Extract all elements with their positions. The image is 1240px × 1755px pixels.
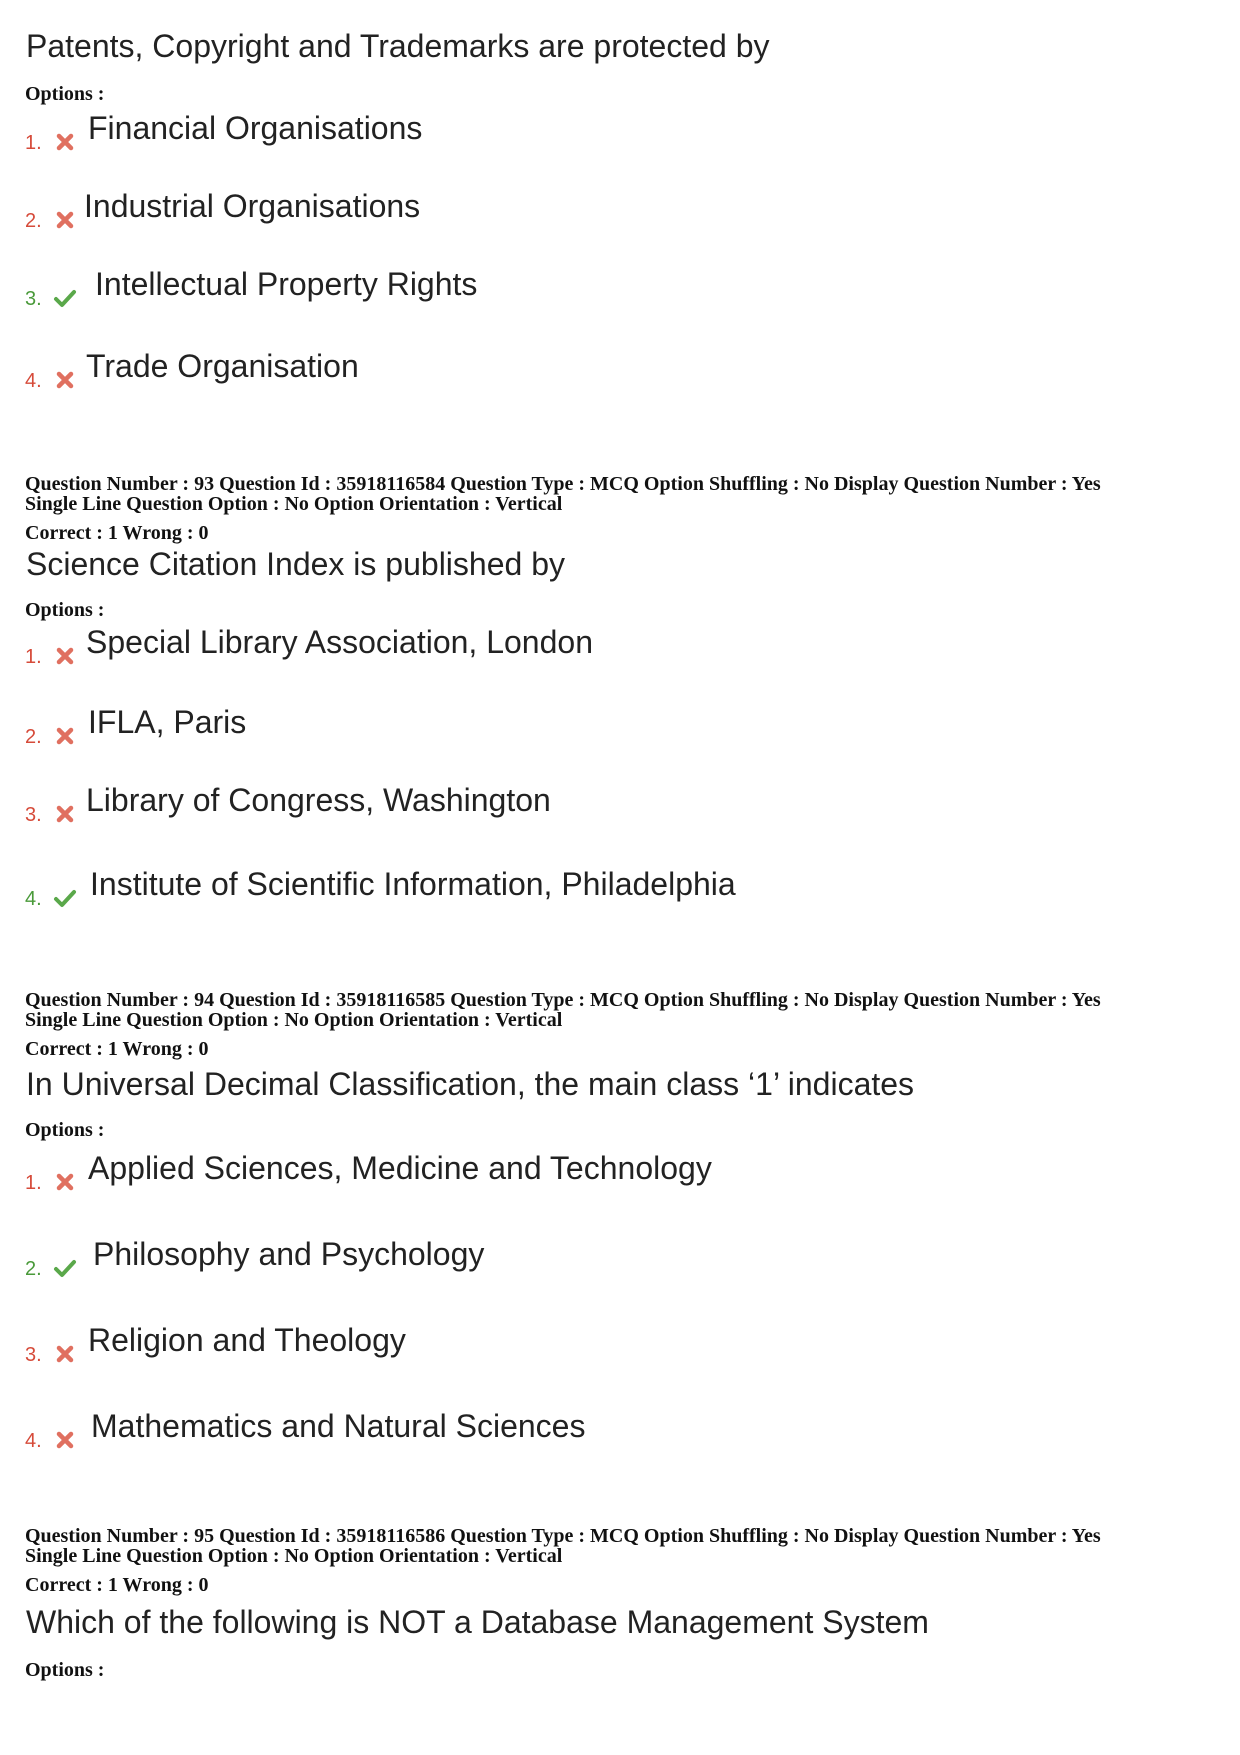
question-text: Which of the following is NOT a Database Management System (26, 1604, 929, 1640)
option-text: Applied Sciences, Medicine and Technology (88, 1150, 712, 1186)
option-item (0, 1236, 1100, 1286)
option-number: 4. (25, 1430, 42, 1452)
question-meta-line2: Single Line Question Option : No Option Orientation : Vertical (25, 493, 563, 515)
question-text: In Universal Decimal Classification, the main class ‘1’ indicates (26, 1066, 915, 1102)
option-item (0, 110, 1100, 160)
option-number: 3. (25, 288, 42, 310)
option-number: 2. (25, 1258, 42, 1280)
question-meta-line2: Single Line Question Option : No Option Orientation : Vertical (25, 1009, 563, 1031)
option-item (0, 866, 1100, 916)
option-item (0, 1322, 1100, 1372)
cross-icon (53, 1170, 77, 1194)
option-text: IFLA, Paris (88, 704, 247, 740)
question-text: Science Citation Index is published by (26, 546, 565, 582)
option-item (0, 704, 1100, 754)
option-text: Intellectual Property Rights (95, 266, 478, 302)
option-text: Industrial Organisations (84, 188, 421, 224)
option-item (0, 266, 1100, 316)
cross-icon (53, 1342, 77, 1366)
option-number: 2. (25, 210, 42, 232)
option-number: 3. (25, 1344, 42, 1366)
option-text: Philosophy and Psychology (93, 1236, 485, 1272)
option-number: 1. (25, 646, 42, 668)
option-text: Library of Congress, Washington (86, 782, 551, 818)
option-item (0, 188, 1100, 238)
option-item (0, 348, 1100, 398)
cross-icon (53, 1428, 77, 1452)
check-icon (53, 886, 77, 910)
option-number: 4. (25, 888, 42, 910)
cross-icon (53, 644, 77, 668)
score-line: Correct : 1 Wrong : 0 (25, 1038, 209, 1060)
cross-icon (53, 130, 77, 154)
options-label: Options : (25, 1659, 105, 1681)
options-label: Options : (25, 599, 105, 621)
score-line: Correct : 1 Wrong : 0 (25, 1574, 209, 1596)
cross-icon (53, 368, 77, 392)
cross-icon (53, 208, 77, 232)
option-text: Religion and Theology (88, 1322, 406, 1358)
option-number: 2. (25, 726, 42, 748)
option-text: Special Library Association, London (86, 624, 593, 660)
option-item (0, 782, 1100, 832)
check-icon (53, 286, 77, 310)
check-icon (53, 1256, 77, 1280)
option-item (0, 1408, 1100, 1458)
option-text: Institute of Scientific Information, Philadelphia (90, 866, 736, 902)
options-label: Options : (25, 1119, 105, 1141)
option-item (0, 624, 1100, 674)
option-text: Trade Organisation (86, 348, 359, 384)
option-item (0, 1150, 1100, 1200)
question-meta-line1: Question Number : 94 Question Id : 35918116585 Question Type : MCQ Option Shuffling : No Display Question Number : Yes (25, 989, 1101, 1011)
option-number: 3. (25, 804, 42, 826)
cross-icon (53, 802, 77, 826)
question-text: Patents, Copyright and Trademarks are protected by (26, 28, 770, 64)
question-meta-line2: Single Line Question Option : No Option Orientation : Vertical (25, 1545, 563, 1567)
options-label: Options : (25, 83, 105, 105)
question-meta-line1: Question Number : 95 Question Id : 35918116586 Question Type : MCQ Option Shuffling : No Display Question Number : Yes (25, 1525, 1101, 1547)
question-meta-line1: Question Number : 93 Question Id : 35918116584 Question Type : MCQ Option Shuffling : No Display Question Number : Yes (25, 473, 1101, 495)
cross-icon (53, 724, 77, 748)
score-line: Correct : 1 Wrong : 0 (25, 522, 209, 544)
option-number: 1. (25, 1172, 42, 1194)
option-number: 1. (25, 132, 42, 154)
option-text: Financial Organisations (88, 110, 423, 146)
option-number: 4. (25, 370, 42, 392)
option-text: Mathematics and Natural Sciences (91, 1408, 586, 1444)
